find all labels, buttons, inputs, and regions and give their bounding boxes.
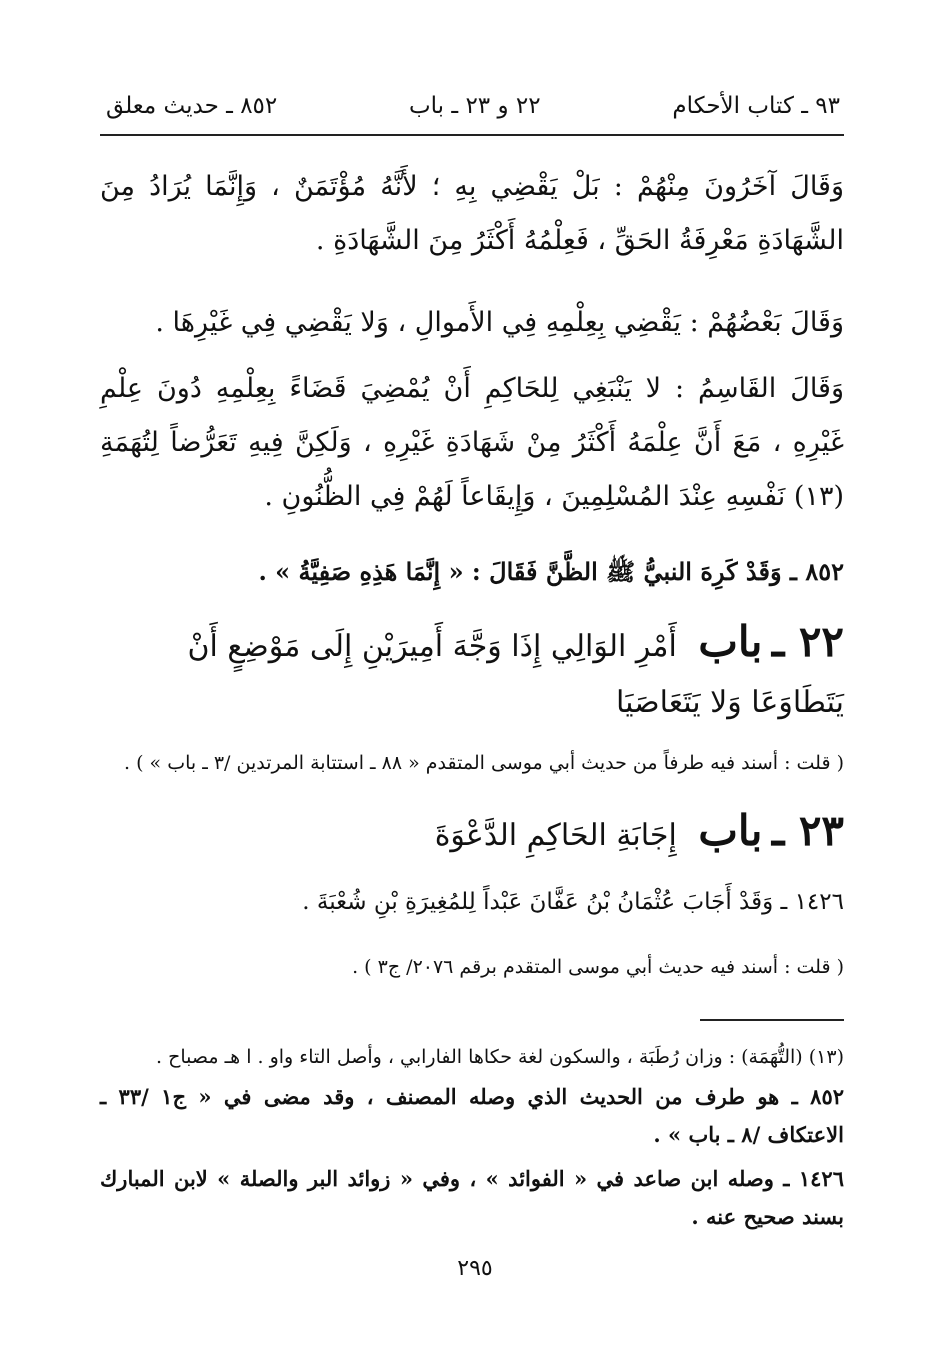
paragraph-qasim-opinion: وَقَالَ القَاسِمُ : لا يَنْبَغِي لِلحَاكِمِ أَنْ يُمْضِيَ قَضَاءً بِعِلْمِهِ دُونَ عِلْمِ غَيْرِهِ ، مَعَ أَنَّ عِلْمَهُ أَكْثَرُ مِنْ شَهَادَةِ غَيْرِهِ ، وَلَكِنَّ فِيهِ تَعَرُّضاً لِتُهَمَةِ (١٣) نَفْسِهِ عِنْدَ المُسْلِمِينَ ، وَإِيقَاعاً لَهُمْ فِي الظُّنُونِ . <box>100 373 844 512</box>
chapter-keyword: باب <box>698 617 763 666</box>
chapter-heading-22 <box>100 614 844 731</box>
chapter-keyword: باب <box>698 806 763 855</box>
paragraph-some-opinion: وَقَالَ بَعْضُهُمْ : يَقْضِي بِعِلْمِهِ فِي الأَموالِ ، وَلا يَقْضِي فِي غَيْرِهَا . <box>155 307 844 338</box>
footnote-1426: ١٤٢٦ ـ وصله ابن صاعد في « الفوائد » ، وفي « زوائد البر والصلة » لابن المبارك بسند صحيح عنه . <box>100 1166 844 1229</box>
hadith-852: ٨٥٢ ـ وَقَدْ كَرِهَ النبيُّ ﷺ الظَّنَّ فَقَالَ : « إِنَّمَا هَذِهِ صَفِيَّةُ » . <box>258 557 844 586</box>
footnote-13: (١٣) (التُّهَمَة) : وزان رُطَبَة ، والسكون لغة حكاها الفارابي ، وأصل التاء واو . ا هـ مصباح . <box>156 1046 844 1068</box>
chapter-title: أَمْرِ الوَالِي إِذَا وَجَّهَ أَمِيرَيْنِ إِلَى مَوْضِعٍ أَنْ يَتَطَاوَعَا وَلا يَتَعَاصَيَا <box>187 629 844 720</box>
hadith-1426: ١٤٢٦ ـ وَقَدْ أَجَابَ عُثْمَانُ بْنُ عَفَّانَ عَبْداً لِلمُغِيرَةِ بْنِ شُعْبَةَ . <box>302 889 844 915</box>
chapter-title: إِجَابَةِ الحَاكِمِ الدَّعْوَةَ <box>434 818 677 853</box>
chapter-heading-23 <box>100 803 844 864</box>
page-number: ٢٩٥ <box>457 1256 493 1281</box>
header-divider <box>100 134 844 136</box>
running-header <box>106 88 840 124</box>
header-book-title: ٩٣ ـ كتاب الأحكام <box>672 93 840 119</box>
footnote-852: ٨٥٢ ـ هو طرف من الحديث الذي وصله المصنف ، وقد مضى في « ج١ /٣٣ ـ الاعتكاف /٨ ـ باب » . <box>100 1084 845 1147</box>
paragraph-others-opinion: وَقَالَ آخَرُونَ مِنْهُمْ : بَلْ يَقْضِي بِهِ ؛ لأَنَّهُ مُؤْتَمَنٌ ، وَإِنَّمَا يُرَادُ مِنَ الشَّهَادَةِ مَعْرِفَةُ الحَقِّ ، فَعِلْمُهُ أَكْثَرُ مِنَ الشَّهَادَةِ . <box>100 171 844 256</box>
chapter-number: ٢٣ ـ <box>771 806 844 855</box>
header-hadith: ٨٥٢ ـ حديث معلق <box>106 93 278 119</box>
editor-note-2: ( قلت : أسند فيه حديث أبي موسى المتقدم برقم ٢٠٧٦/ ج٣ ) . <box>352 956 844 978</box>
editor-note-1: ( قلت : أسند فيه طرفاً من حديث أبي موسى المتقدم « ٨٨ ـ استتابة المرتدين /٣ ـ باب » ) . <box>124 752 844 774</box>
header-chapter: ٢٢ و ٢٣ ـ باب <box>409 93 541 119</box>
footnote-divider <box>700 1019 844 1021</box>
chapter-number: ٢٢ ـ <box>771 617 844 666</box>
